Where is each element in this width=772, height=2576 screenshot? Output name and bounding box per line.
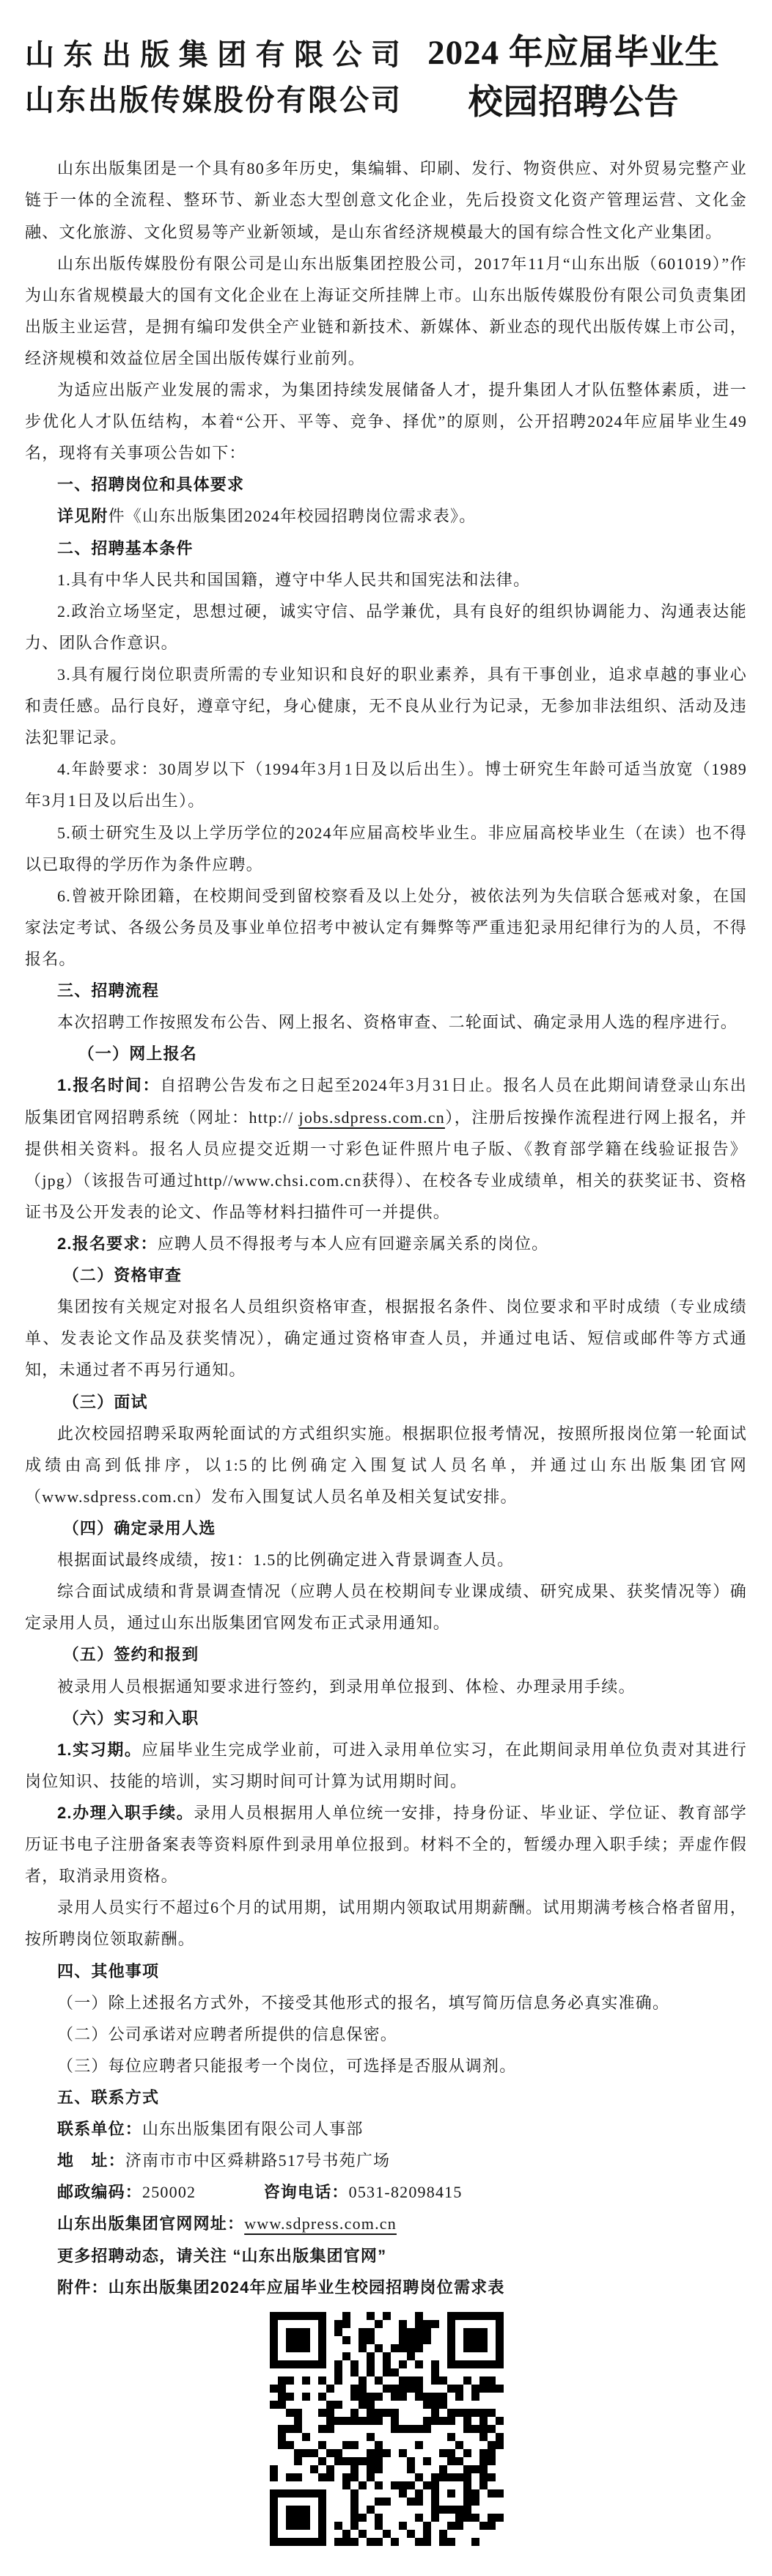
section2-item-4: 4.年龄要求：30周岁以下（1994年3月1日及以后出生）。博士研究生年龄可适当放宽（1989年3月1日及以后出生）。 xyxy=(25,760,747,811)
contact-unit-line xyxy=(25,2113,747,2145)
section4-item-1: （一）除上述报名方式外，不接受其他形式的报名，填写简历信息务必真实准确。 xyxy=(57,1993,670,2012)
address-label: 地 址： xyxy=(57,2151,125,2170)
apply-require-text: 应聘人员不得报考与本人应有回避亲属关系的岗位。 xyxy=(157,1234,549,1253)
apply-time-text-pre: 自招聘公告发布之日起至2024年3月31日止。报名人员在此期间请登录山东出版集团官网招聘系统（网址：http:// xyxy=(25,1076,747,1127)
phone-value: 0531-82098415 xyxy=(348,2183,463,2202)
onboarding-text: 录用人员根据用人单位统一安排，持身份证、毕业证、学位证、教育部学历证书电子注册备案表等资料原件到录用单位报到。材料不全的，暂缓办理入职手续；弄虚作假者，取消录用资格。 xyxy=(25,1803,748,1886)
internship-label: 1.实习期。 xyxy=(57,1740,142,1759)
section1-detail-rest: 件《山东出版集团2024年校园招聘岗位需求表》。 xyxy=(108,507,477,526)
section2-item-6: 6.曾被开除团籍，在校期间受到留校察看及以上处分，被依法列为失信联合惩戒对象，在国家法定考试、各级公务员及事业单位招考中被认定有舞弊等严重违犯录用纪律行为的人员，不得报名。 xyxy=(25,886,747,969)
section3-sub4-p2: 综合面试成绩和背景调查情况（应聘人员在校期间专业课成绩、研究成果、获奖情况等）确定录用人员，通过山东出版集团官网发布正式录用通知。 xyxy=(25,1582,747,1633)
postcode-phone-line xyxy=(25,2176,747,2208)
section3-sub5-heading: （五）签约和报到 xyxy=(62,1645,199,1664)
section3-heading: 三、招聘流程 xyxy=(57,981,160,1000)
official-website-link[interactable]: www.sdpress.com.cn xyxy=(244,2214,397,2233)
internship-text: 应届毕业生完成学业前，可进入录用单位实习，在此期间录用单位负责对其进行岗位知识、技能的培训，实习期时间可计算为试用期时间。 xyxy=(25,1740,747,1790)
section3-sub6-p3: 录用人员实行不超过6个月的试用期，试用期内领取试用期薪酬。试用期满考核合格者留用，按所聘岗位领取薪酬。 xyxy=(25,1898,747,1949)
intro-paragraph-3: 为适应出版产业发展的需求，为集团持续发展储备人才，提升集团人才队伍整体素质，进一步优化人才队伍结构，本着“公开、平等、竞争、择优”的原则，公开招聘2024年应届毕业生49名，现将有关事项公告如下： xyxy=(25,381,747,463)
onboarding-label: 2.办理入职手续。 xyxy=(57,1803,194,1822)
qr-code xyxy=(268,2310,504,2547)
doc-title-line-2: 校园招聘公告 xyxy=(468,84,680,122)
postcode-value: 250002 xyxy=(142,2183,196,2202)
contact-unit-label: 联系单位： xyxy=(57,2120,143,2139)
section4-item-3: （三）每位应聘者只能报考一个岗位，可选择是否服从调剂。 xyxy=(57,2056,517,2075)
section3-sub1-item-1 xyxy=(25,1069,747,1228)
intro-paragraph-2: 山东出版传媒股份有限公司是山东出版集团控股公司，2017年11月“山东出版（601019）”作为山东省规模最大的国有文化企业在上海证交所挂牌上市。山东出版传媒股份有限公司负责集团出版主业运营，是拥有编印发供全产业链和新技术、新媒体、新业态的现代出版传媒上市公司，经济规模和效益位居全国出版传媒行业前列。 xyxy=(25,254,747,367)
company-name-2: 山东出版传媒股份有限公司 xyxy=(25,84,400,117)
section5-heading: 五、联系方式 xyxy=(57,2087,160,2107)
website-label: 山东出版集团官网网址： xyxy=(57,2214,245,2233)
section3-sub6-heading: （六）实习和入职 xyxy=(62,1708,199,1727)
section2-item-1: 1.具有中华人民共和国国籍，遵守中华人民共和国宪法和法律。 xyxy=(57,570,531,589)
section3-intro: 本次招聘工作按照发布公告、网上报名、资格审查、二轮面试、确定录用人选的程序进行。 xyxy=(57,1013,738,1032)
section4-heading: 四、其他事项 xyxy=(57,1961,160,1980)
section3-sub4-heading: （四）确定录用人选 xyxy=(62,1518,216,1537)
doc-title xyxy=(400,28,747,128)
section3-sub6-item-2 xyxy=(25,1797,747,1892)
section3-sub3-text: 此次校园招聘采取两轮面试的方式组织实施。根据职位报考情况，按照所报岗位第一轮面试成绩由高到低排序，以1:5的比例确定入围复试人员名单，并通过山东出版集团官网（www.sdpress.com.cn）发布入围复试人员名单及相关复试安排。 xyxy=(25,1424,747,1506)
qr-code-figure xyxy=(54,2310,718,2547)
postcode-label: 邮政编码： xyxy=(57,2183,143,2202)
section1-heading: 一、招聘岗位和具体要求 xyxy=(57,475,245,494)
contact-unit-value: 山东出版集团有限公司人事部 xyxy=(142,2120,364,2139)
apply-require-label: 2.报名要求： xyxy=(57,1234,158,1253)
section2-item-2: 2.政治立场坚定，思想过硬，诚实守信、品学兼优，具有良好的组织协调能力、沟通表达能力、团队合作意识。 xyxy=(25,601,747,652)
section2-item-5: 5.硕士研究生及以上学历学位的2024年应届高校毕业生。非应届高校毕业生（在读）也不得以已取得的学历作为条件应聘。 xyxy=(25,823,747,874)
section3-sub2-heading: （二）资格审查 xyxy=(62,1266,183,1285)
phone-label: 咨询电话： xyxy=(263,2183,349,2202)
company-name-1: 山东出版集团有限公司 xyxy=(25,38,400,72)
section3-sub6-item-1 xyxy=(25,1734,747,1797)
attachment-line: 附件：山东出版集团2024年应届毕业生校园招聘岗位需求表 xyxy=(57,2277,505,2297)
address-line xyxy=(25,2145,747,2176)
section4-item-2: （二）公司承诺对应聘者所提供的信息保密。 xyxy=(57,2024,398,2043)
section2-item-3: 3.具有履行岗位职责所需的专业知识和良好的职业素养，具有干事创业，追求卓越的事业心和责任感。品行良好，遵章守纪，身心健康，无不良从业行为记录，无参加非法组织、活动及违法犯罪记录。 xyxy=(25,665,747,747)
section3-sub1-item-2 xyxy=(25,1228,747,1259)
doc-header xyxy=(25,28,747,128)
section1-detail-bold: 详见附 xyxy=(57,507,109,526)
company-names xyxy=(25,32,400,123)
apply-time-label: 1.报名时间： xyxy=(57,1076,161,1095)
section1-detail xyxy=(25,500,747,532)
section3-sub2-text: 集团按有关规定对报名人员组织资格审查，根据报名条件、岗位要求和平时成绩（专业成绩单、发表论文作品及获奖情况），确定通过资格审查人员，并通过电话、短信或邮件等方式通知，未通过者不再另行通知。 xyxy=(25,1298,747,1380)
section3-sub3-heading: （三）面试 xyxy=(62,1392,148,1411)
doc-title-line-1: 2024 年应届毕业生 xyxy=(427,34,720,72)
section2-heading: 二、招聘基本条件 xyxy=(57,538,194,557)
doc-body xyxy=(25,153,747,2546)
website-line xyxy=(25,2208,747,2239)
apply-time-text-post: ），注册后按操作流程进行网上报名，并提供相关资料。报名人员应提交近期一寸彩色证件照片电子版、《教育部学籍在线验证报告》（jpg）（该报告可通过http//www.chsi.com.cn获得）、在校各专业成绩单，相关的获奖证书、资格证书及公开发表的论文、作品等材料扫描件可一并提供。 xyxy=(25,1108,747,1221)
section3-sub5-text: 被录用人员根据通知要求进行签约，到录用单位报到、体检、办理录用手续。 xyxy=(57,1677,636,1696)
jobs-portal-link[interactable]: jobs.sdpress.com.cn xyxy=(298,1108,445,1127)
more-info-line: 更多招聘动态，请关注 “山东出版集团官网” xyxy=(57,2246,387,2265)
section3-sub4-p1: 根据面试最终成绩，按1：1.5的比例确定进入背景调查人员。 xyxy=(57,1551,515,1570)
section3-sub1-heading: （一）网上报名 xyxy=(78,1044,197,1064)
intro-paragraph-1: 山东出版集团是一个具有80多年历史，集编辑、印刷、发行、物资供应、对外贸易完整产业链于一体的全流程、整环节、新业态大型创意文化企业，先后投资文化资产管理运营、文化金融、文化旅游、文化贸易等产业新领域，是山东省经济规模最大的国有综合性文化产业集团。 xyxy=(25,159,747,241)
address-value: 济南市市中区舜耕路517号书苑广场 xyxy=(125,2151,391,2170)
